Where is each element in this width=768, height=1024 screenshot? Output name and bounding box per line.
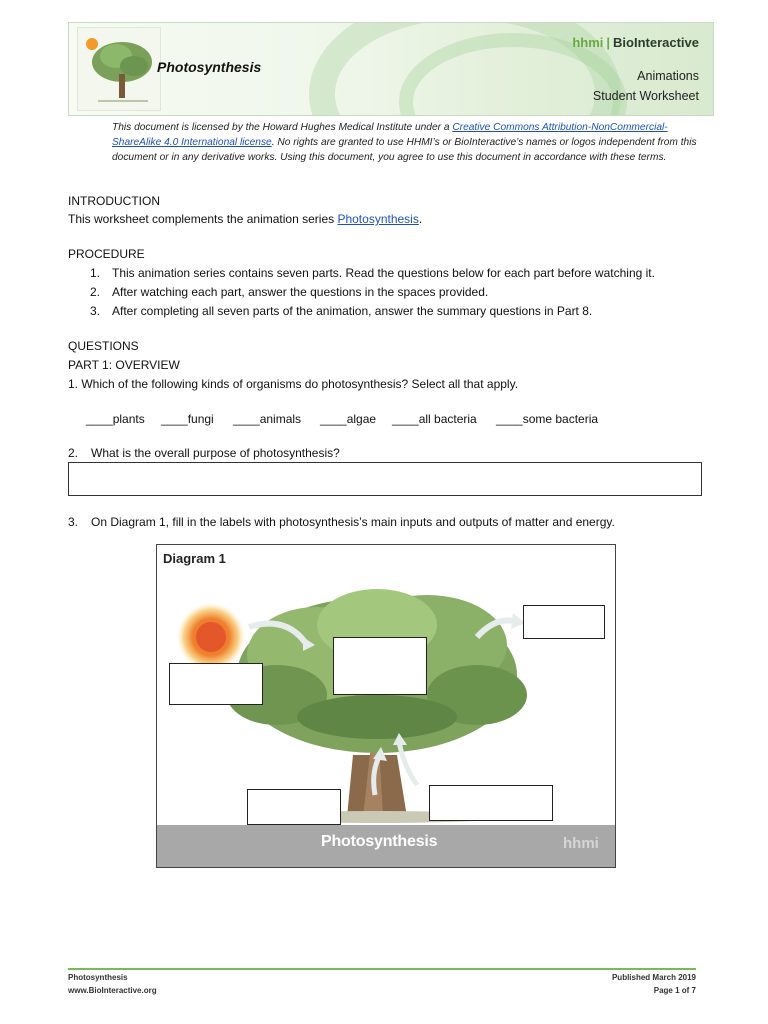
question-3: On Diagram 1, fill in the labels with photosynthesis’s main inputs and outputs of matter and energy. [91, 515, 615, 529]
diagram-label-box-sunlight[interactable] [169, 663, 263, 705]
procedure-item-3-text: After completing all seven parts of the animation, answer the summary questions in Part 8. [112, 304, 593, 318]
tree-thumbnail-image [77, 27, 161, 111]
header-banner [68, 22, 714, 116]
license-text-after: . No rights are granted to use HHMI’s or BioInteractive’s names or logos independent from this document or in any derivative works. Using this document, you agree to use this document in accordance with these terms. [112, 137, 697, 163]
license-notice [112, 120, 702, 165]
option-animals[interactable]: ____animals [233, 412, 302, 426]
option-plants[interactable]: ____plants [86, 412, 145, 426]
diagram-label-box-input-right[interactable] [429, 785, 553, 821]
procedure-item-2-num: 2. [90, 285, 101, 299]
page-title: Photosynthesis [157, 59, 262, 75]
question-2-num: 2. [68, 446, 79, 460]
doc-type-label: Animations [637, 69, 699, 83]
part1-heading: PART 1: OVERVIEW [68, 358, 180, 372]
option-some-bacteria[interactable]: ____some bacteria [496, 412, 599, 426]
diagram-watermark: hhmi [563, 835, 599, 852]
intro-photosynthesis-link[interactable]: Photosynthesis [337, 212, 419, 226]
question-3-num: 3. [68, 515, 79, 529]
footer-title: Photosynthesis [68, 973, 128, 982]
brand-logo [572, 35, 699, 50]
license-link[interactable]: Creative Commons Attribution-NonCommercial-ShareAlike 4.0 International license [112, 122, 668, 148]
introduction-text [68, 211, 422, 227]
diagram-caption-text: Photosynthesis [321, 833, 438, 850]
procedure-heading: PROCEDURE [68, 247, 145, 261]
diagram-title: Diagram 1 [163, 551, 226, 566]
brand-hhmi: hhmi [572, 35, 604, 50]
procedure-item-3-num: 3. [90, 304, 101, 318]
option-all-bacteria[interactable]: ____all bacteria [392, 412, 477, 426]
footer-published-date: Published March 2019 [611, 973, 696, 982]
diagram-label-box-output[interactable] [523, 605, 605, 639]
footer-page-number: Page 1 of 7 [653, 986, 696, 995]
questions-heading: QUESTIONS [68, 339, 139, 353]
intro-text-after: . [418, 212, 423, 226]
question-2-answer-box[interactable] [68, 462, 702, 496]
brand-name: BioInteractive [613, 35, 699, 50]
doc-subtype-label: Student Worksheet [592, 89, 699, 103]
footer-website: www.BioInteractive.org [68, 986, 157, 995]
intro-text-before: This worksheet complements the animation series [68, 212, 338, 226]
diagram-1 [156, 544, 616, 868]
license-text-before: This document is licensed by the Howard Hughes Medical Institute under a [112, 122, 453, 133]
diagram-caption-bar [157, 825, 615, 867]
introduction-heading: INTRODUCTION [68, 194, 160, 208]
footer-divider [68, 968, 696, 970]
option-fungi[interactable]: ____fungi [161, 412, 214, 426]
procedure-item-1-text: This animation series contains seven parts. Read the questions below for each part before watching it. [112, 266, 655, 280]
tree-thumbnail-icon [78, 28, 160, 110]
question-1: 1. Which of the following kinds of organisms do photosynthesis? Select all that apply. [68, 377, 519, 391]
diagram-label-box-canopy[interactable] [333, 637, 427, 695]
diagram-label-box-input-left[interactable] [247, 789, 341, 825]
procedure-item-2-text: After watching each part, answer the questions in the spaces provided. [112, 285, 489, 299]
procedure-item-1-num: 1. [90, 266, 101, 280]
brand-separator: | [606, 35, 611, 50]
question-2: What is the overall purpose of photosynthesis? [91, 446, 340, 460]
option-algae[interactable]: ____algae [320, 412, 377, 426]
